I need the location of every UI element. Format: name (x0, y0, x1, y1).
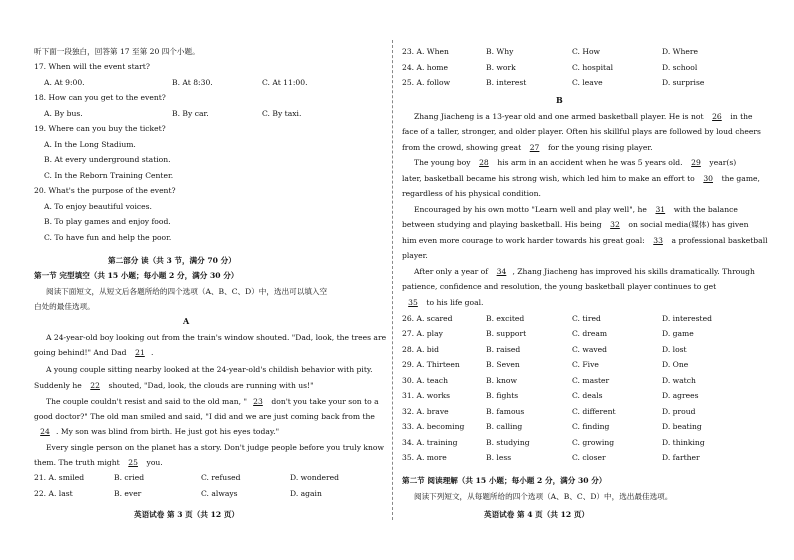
q24-option-a: 24. A. home (402, 63, 448, 72)
passage-b-p3-line2: between studying and playing basketball. His being 32 on social media(媒体) has given (402, 220, 749, 229)
passage-b-p1-line1: Zhang Jiacheng is a 13-year old and one armed basketball player. He is not 26 in the (414, 112, 753, 121)
passage-a-p3-line1: The couple couldn't resist and said to the old man, " 23 don't you take your son to a (46, 397, 379, 406)
q23-option-c: C. How (572, 47, 601, 56)
q22-option-a: 22. A. last (34, 489, 73, 498)
passage-b-p1-line3: from the crowd, showing great 27 for the young rising player. (402, 143, 653, 152)
q33-option-c: C. finding (572, 422, 610, 431)
passage-a-p2-line2: Suddenly he 22 shouted, "Dad, look, the clouds are running with us!" (34, 381, 314, 390)
q23-option-d: D. Where (662, 47, 698, 56)
blank-23: 23 (253, 397, 263, 406)
q17-option-a: A. At 9:00. (44, 78, 85, 87)
passage-b-label: B (556, 95, 563, 105)
q31-option-c: C. deals (572, 391, 603, 400)
blank-27: 27 (529, 143, 540, 152)
section1-instruction: 阅读下面短文，从短文后各题所给的四个选项（A、B、C、D）中，选出可以填入空 (46, 287, 328, 296)
part2-title: 第二部分 读（共 3 节，满分 70 分） (108, 256, 236, 265)
blank-31: 31 (655, 205, 666, 214)
q26-option-c: C. tired (572, 314, 601, 323)
blank-25: 25 (128, 458, 138, 467)
q32-option-d: D. proud (662, 407, 696, 416)
blank-29: 29 (691, 158, 701, 167)
q35-option-a: 35. A. more (402, 453, 447, 462)
q21-option-a: 21. A. smiled (34, 473, 85, 482)
passage-a-p1-line1: A 24-year-old boy looking out from the train's window shouted. "Dad, look, the trees are (46, 333, 387, 342)
passage-b-p1-line2: face of a taller, stronger, and older player. Often his skillful plays are followed by loud cheers (402, 127, 761, 136)
q32-option-c: C. different (572, 407, 616, 416)
section2-title: 第二节 阅读理解（共 15 小题；每小题 2 分，满分 30 分） (402, 476, 607, 485)
blank-34: 34 (496, 267, 507, 276)
blank-26: 26 (712, 112, 722, 121)
blank-35: 35 (408, 298, 418, 307)
q23-option-a: 23. A. When (402, 47, 449, 56)
blank-32: 32 (610, 220, 620, 229)
q27-option-b: B. support (486, 329, 527, 338)
q27-option-a: 27. A. play (402, 329, 443, 338)
q22-option-b: B. ever (114, 489, 142, 498)
passage-b-p2-line3: regardless of his physical condition. (402, 189, 541, 198)
q22-option-c: C. always (201, 489, 238, 498)
q34-option-c: C. growing (572, 438, 615, 447)
q25-option-a: 25. A. follow (402, 78, 451, 87)
blank-22: 22 (90, 381, 100, 390)
q33-option-d: D. beating (662, 422, 702, 431)
blank-28: 28 (479, 158, 489, 167)
passage-a-p4-line1: Every single person on the planet has a story. Don't judge people before you truly know (46, 443, 384, 452)
q21-option-c: C. refused (201, 473, 241, 482)
q18-option-b: B. By car. (172, 109, 209, 118)
section2-instruction: 阅读下列短文，从每题所给的四个选项（A、B、C、D）中，选出最佳选项。 (414, 492, 673, 501)
question-17: 17. When will the event start? (34, 62, 150, 71)
q26-option-b: B. excited (486, 314, 525, 323)
q28-option-b: B. raised (486, 345, 521, 354)
q17-option-c: C. At 11:00. (262, 78, 308, 87)
passage-a-label: A (183, 316, 190, 326)
question-18: 18. How can you get to the event? (34, 93, 166, 102)
q30-option-d: D. watch (662, 376, 696, 385)
passage-b-p4-line3: 35 to his life goal. (402, 298, 483, 307)
q34-option-a: 34. A. training (402, 438, 458, 447)
q23-option-b: B. Why (486, 47, 514, 56)
q31-option-a: 31. A. works (402, 391, 451, 400)
q27-option-d: D. game (662, 329, 694, 338)
passage-b-p3-line1: Encouraged by his own motto "Learn well and play well", he 31 with the balance (414, 205, 738, 214)
page-footer-right: 英语试卷 第 4 页（共 12 页） (484, 510, 590, 519)
blank-30: 30 (703, 174, 713, 183)
passage-b-p3-line3: him even more courage to work harder towards his great goal: 33 a professional basketball (402, 236, 768, 245)
q33-option-a: 33. A. becoming (402, 422, 465, 431)
passage-a-p3-line3: 24 . My son was blind from birth. He just got his eyes today." (34, 427, 279, 436)
section1-title: 第一节 完型填空（共 15 小题；每小题 2 分，满分 30 分） (34, 271, 239, 280)
q25-option-b: B. interest (486, 78, 527, 87)
passage-b-p4-line2: patience, confidence and resolution, the young basketball player continues to get (402, 282, 717, 291)
q24-option-c: C. hospital (572, 63, 614, 72)
q22-option-d: D. again (290, 489, 322, 498)
q26-option-a: 26. A. scared (402, 314, 453, 323)
q28-option-d: D. lost (662, 345, 687, 354)
page-footer-left: 英语试卷 第 3 页（共 12 页） (134, 510, 240, 519)
q35-option-b: B. less (486, 453, 512, 462)
q19-option-a: A. In the Long Stadium. (44, 140, 136, 149)
q34-option-d: D. thinking (662, 438, 705, 447)
q35-option-d: D. farther (662, 453, 700, 462)
q17-option-b: B. At 8:30. (172, 78, 213, 87)
q19-option-b: B. At every underground station. (44, 155, 171, 164)
q30-option-c: C. master (572, 376, 610, 385)
q32-option-b: B. famous (486, 407, 525, 416)
q26-option-d: D. interested (662, 314, 712, 323)
q19-option-c: C. In the Reborn Training Center. (44, 171, 174, 180)
q35-option-c: C. closer (572, 453, 606, 462)
passage-a-p3-line2: good doctor?" The old man smiled and said, "I did and we are just coming back from the (34, 412, 375, 421)
passage-b-p3-line4: player. (402, 251, 428, 260)
q21-option-b: B. cried (114, 473, 145, 482)
q34-option-b: B. studying (486, 438, 530, 447)
q25-option-c: C. leave (572, 78, 603, 87)
q27-option-c: C. dream (572, 329, 608, 338)
q30-option-a: 30. A. teach (402, 376, 449, 385)
section1-instruction-cont: 白处的最佳选项。 (34, 302, 95, 311)
q28-option-c: C. waved (572, 345, 608, 354)
q25-option-d: D. surprise (662, 78, 705, 87)
q29-option-c: C. Five (572, 360, 599, 369)
q33-option-b: B. calling (486, 422, 523, 431)
q20-option-b: B. To play games and enjoy food. (44, 217, 171, 226)
q31-option-d: D. agrees (662, 391, 699, 400)
passage-b-p2-line1: The young boy 28 his arm in an accident when he was 5 years old. 29 year(s) (414, 158, 737, 167)
q31-option-b: B. fights (486, 391, 519, 400)
passage-a-p2-line1: A young couple sitting nearby looked at the 24-year-old's childish behavior with pity. (46, 365, 373, 374)
q21-option-d: D. wondered (290, 473, 339, 482)
blank-24: 24 (40, 427, 50, 436)
q20-option-c: C. To have fun and help the poor. (44, 233, 172, 242)
question-20: 20. What's the purpose of the event? (34, 186, 176, 195)
blank-33: 33 (653, 236, 663, 245)
blank-21: 21 (135, 348, 145, 357)
question-19: 19. Where can you buy the ticket? (34, 124, 166, 133)
passage-a-p4-line2: them. The truth might 25 you. (34, 458, 163, 467)
q29-option-a: 29. A. Thirteen (402, 360, 460, 369)
q28-option-a: 28. A. bid (402, 345, 439, 354)
passage-b-p2-line2: later, basketball became his strong wish, which led him to make an effort to 30 the game, (402, 174, 760, 183)
q29-option-d: D. One (662, 360, 689, 369)
passage-b-p4-line1: After only a year of 34 , Zhang Jiacheng has improved his skills dramatically. Through (414, 267, 755, 276)
q32-option-a: 32. A. brave (402, 407, 449, 416)
q24-option-b: B. work (486, 63, 516, 72)
q20-option-a: A. To enjoy beautiful voices. (44, 202, 152, 211)
q30-option-b: B. know (486, 376, 517, 385)
q18-option-a: A. By bus. (44, 109, 83, 118)
q24-option-d: D. school (662, 63, 698, 72)
q29-option-b: B. Seven (486, 360, 520, 369)
passage-a-p1-line2: going behind!" And Dad 21 . (34, 348, 154, 357)
q18-option-c: C. By taxi. (262, 109, 302, 118)
listening-intro: 听下面一段独白，回答第 17 至第 20 四个小题。 (34, 47, 200, 56)
